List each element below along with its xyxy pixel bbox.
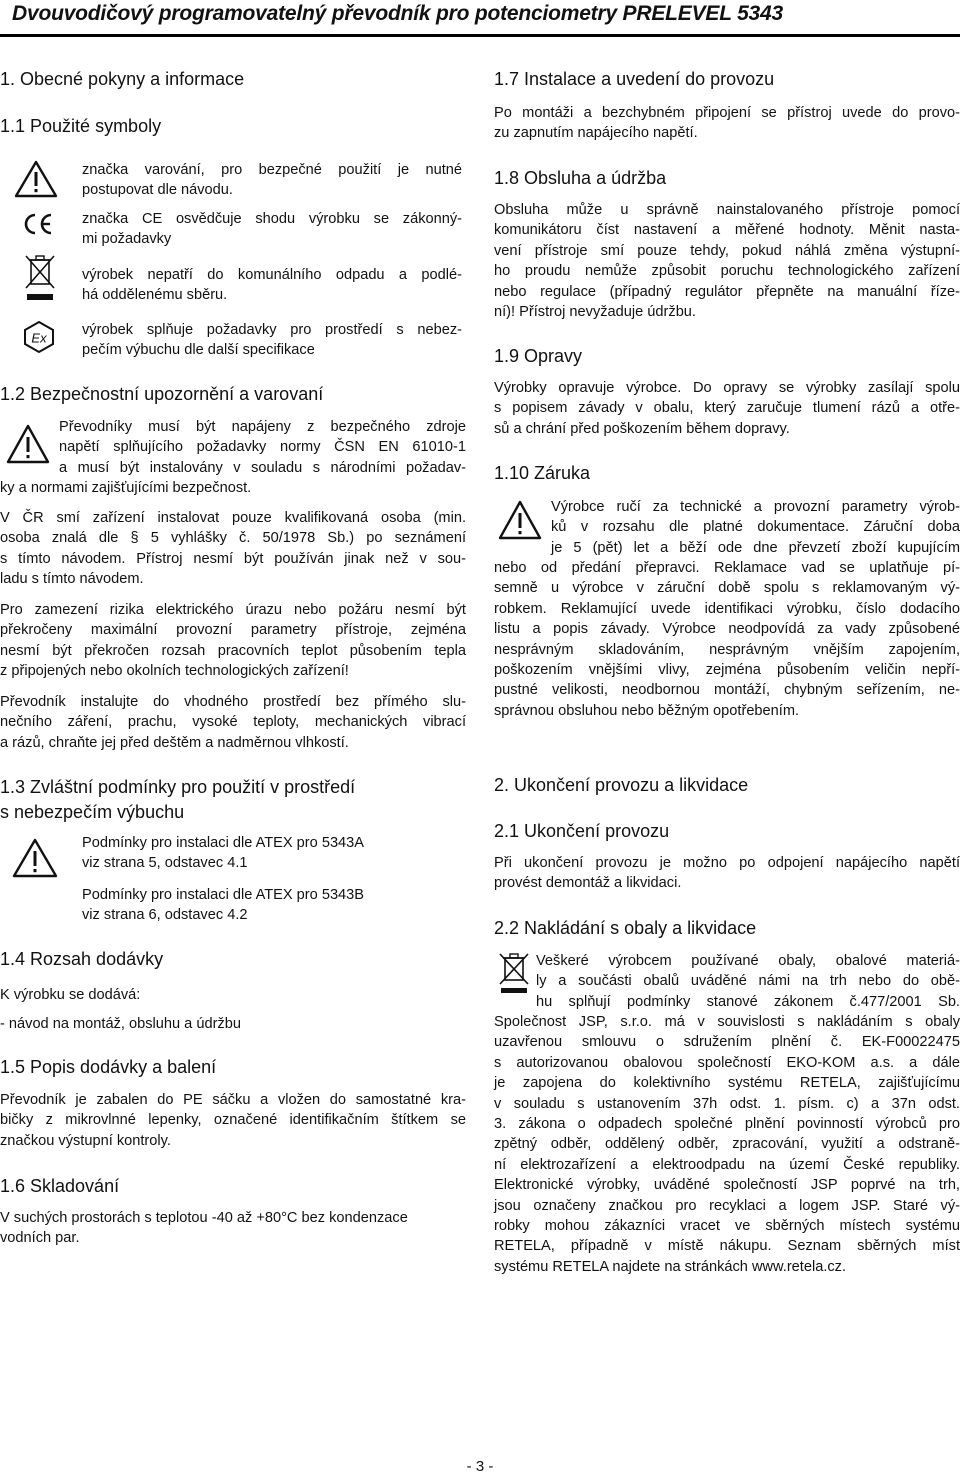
- section-1-6-heading: 1.6 Skladování: [0, 1176, 120, 1196]
- section-1-10-heading: 1.10 Záruka: [494, 463, 591, 483]
- warranty-paragraph-b: nebo od předání přepravci. Reklamace vad se uplatňuje pí- semně u výrobce v záruční době spolu s reklamovaným vý- robkem. Reklamující uvede identifikaci výrobku, číslo dodacího listu a popis závady. Výrobce neodpovídá za vady způsobené nesprávným skladováním, nesprávným vnějším zapojením, poškozením vnějšími vlivy, zejména působením veličin nepří- pustné velikosti, neodbornou montáží, chybným seřízením, ne- správnou obsluhou nebo běžným opotřebením.: [494, 560, 960, 719]
- section-1-8-heading: 1.8 Obsluha a údržba: [494, 168, 667, 188]
- safety-paragraph-2: V ČR smí zařízení instalovat pouze kvalifikovaná osoba (min. osoba znalá dle § 5 vyhlášky č. 50/1978 Sb.) po seznámení s tímto návodem. Přístroj nesmí být používán jinak než v sou- ladu s tímto návodem.: [0, 510, 466, 588]
- decommission-paragraph: Při ukončení provozu je možno po odpojení napájecího napětí provést demontáž a likvidaci.: [494, 855, 960, 892]
- warranty-paragraph-a: Výrobce ručí za technické a provozní parametry výrob- ků v rozsahu dle platné dokumentace. Záruční doba je 5 (pět) let a běží ode dne převzetí zboží kupujícím: [551, 499, 960, 556]
- delivery-intro: K výrobku se dodává:: [0, 987, 141, 1003]
- delivery-item: - návod na montáž, obsluhu a údržbu: [0, 1016, 241, 1032]
- section-1-heading: 1. Obecné pokyny a informace: [0, 69, 245, 89]
- symbol-ex-text: výrobek splňuje požadavky pro prostředí s nebez- pečím výbuchu dle další specifikace: [82, 322, 462, 359]
- svg-text:Ex: Ex: [31, 330, 47, 346]
- section-1-1-heading: 1.1 Použité symboly: [0, 116, 162, 136]
- document-title: Dvouvodičový programovatelný převodník pro potenciometry PRELEVEL 5343: [12, 2, 783, 25]
- ce-mark-icon: [22, 212, 54, 236]
- storage-paragraph: V suchých prostorách s teplotou -40 až +80°C bez kondenzace vodních par.: [0, 1210, 408, 1247]
- warning-triangle-icon: [498, 500, 542, 540]
- section-1-4-heading: 1.4 Rozsah dodávky: [0, 949, 164, 969]
- symbol-bin-text: výrobek nepatří do komunálního odpadu a podlé- há oddělenému sběru.: [82, 267, 462, 304]
- safety-paragraph-3: Pro zamezení rizika elektrického úrazu nebo požáru nesmí být překročeny maximální provozní parametry přístroje, zejména nesmí být překročen rozsah pracovních teplot působením tepla z připojených nebo okolních technologických zařízení!: [0, 602, 466, 680]
- section-1-5-heading: 1.5 Popis dodávky a balení: [0, 1057, 217, 1077]
- safety-paragraph-1b: ky a normami zajišťujícími bezpečnost.: [0, 480, 252, 496]
- atex-5343a-text: Podmínky pro instalaci dle ATEX pro 5343A viz strana 5, odstavec 4.1: [82, 835, 365, 872]
- warning-triangle-icon: [6, 424, 50, 464]
- crossed-bin-icon: [24, 254, 56, 302]
- warning-triangle-icon: [14, 160, 58, 198]
- safety-paragraph-4: Převodník instalujte do vhodného prostředí bez přímého slu- nečního záření, prachu, vysoké teploty, mechanických vibrací a rázů, chraňte jej před deštěm a nadměrnou vlhkostí.: [0, 694, 466, 751]
- repairs-paragraph: Výrobky opravuje výrobce. Do opravy se výrobky zasílají spolu s popisem závady v obalu, který zaručuje tlumení rázů a otře- sů a chrání před poškozením během dopravy.: [494, 380, 960, 437]
- installation-paragraph: Po montáži a bezchybném připojení se přístroj uvede do provo- zu zapnutím napájecího napětí.: [494, 105, 960, 142]
- atex-5343b-text: Podmínky pro instalaci dle ATEX pro 5343B viz strana 6, odstavec 4.2: [82, 887, 365, 924]
- packaging-paragraph: Převodník je zabalen do PE sáčku a vložen do samostatné kra- bičky z mikrovlnné lepenky, označené identifikačním štítkem se značkou výstupní kontroly.: [0, 1092, 466, 1149]
- section-2-2-heading: 2.2 Nakládání s obaly a likvidace: [494, 918, 757, 938]
- section-1-3-heading: 1.3 Zvláštní podmínky pro použití v prostředí s nebezpečím výbuchu: [0, 777, 356, 822]
- section-1-9-heading: 1.9 Opravy: [494, 346, 583, 366]
- section-1-7-heading: 1.7 Instalace a uvedení do provozu: [494, 69, 775, 89]
- crossed-bin-icon: [497, 952, 531, 994]
- title-rule: [0, 34, 960, 37]
- page-number: - 3 -: [466, 1458, 494, 1472]
- ex-hexagon-icon: [22, 320, 56, 354]
- section-2-heading: 2. Ukončení provozu a likvidace: [494, 775, 749, 795]
- warning-triangle-icon: [12, 838, 58, 878]
- safety-paragraph-1a: Převodníky musí být napájeny z bezpečného zdroje napětí splňujícího požadavky normy ČSN EN 61010-1 a musí být instalovány v souladu s národními požadav-: [59, 419, 466, 476]
- symbol-warning-text: značka varování, pro bezpečné použití je nutné postupovat dle návodu.: [82, 162, 462, 199]
- section-2-1-heading: 2.1 Ukončení provozu: [494, 821, 670, 841]
- packaging-disposal-paragraph-b: Společnost JSP, s.r.o. má v souvislosti s nakládáním s obaly uzavřenou smlouvu o sdružením plnění č. EK-F00022475 s autorizovanou obalovou společností EKO-KOM a.s. a dále je zapojena do kolektivního systému RETELA, zajišťujícímu v souladu s ustanovením 37h odst. 1. písm. c) a 37n odst. 3. zákona o odpadech společné plnění povinností výrobců pro zpětný odběr, oddělený odběr, zpracování, využití a odstraně- ní elektrozařízení a elektroodpadu na území České republiky. Elektronické výrobky, uváděné společností JSP poprvé na trh, jsou označeny značkou pro recyklaci a logem JSP. Staré vý- robky mohou zákazníci vracet ve sběrných místech systému RETELA, případně v místě nákupu. Seznam sběrných míst systému RETELA najdete na stránkách www.retela.cz.: [494, 1014, 960, 1275]
- symbol-ce-text: značka CE osvědčuje shodu výrobku se zákonný- mi požadavky: [82, 211, 462, 248]
- operation-paragraph: Obsluha může u správně nainstalovaného přístroje pomocí komunikátoru číst nastavení a měřené hodnoty. Měnit nasta- vení přístroje smí pouze tehdy, pokud náhlá změna výstupní- ho proudu nemůže způsobit poruchu technologického zařízení nebo regulace (případný regulátor přepněte na manuální říze- ní)! Přístroj nevyžaduje údržbu.: [494, 202, 960, 321]
- section-1-2-heading: 1.2 Bezpečnostní upozornění a varovaní: [0, 384, 324, 404]
- packaging-disposal-paragraph-a: Veškeré výrobcem používané obaly, obalové materiá- ly a součásti obalů uváděné námi na trh nebo do obě- hu splňují podmínky stanové zákonem č.477/2001 Sb.: [536, 953, 960, 1010]
